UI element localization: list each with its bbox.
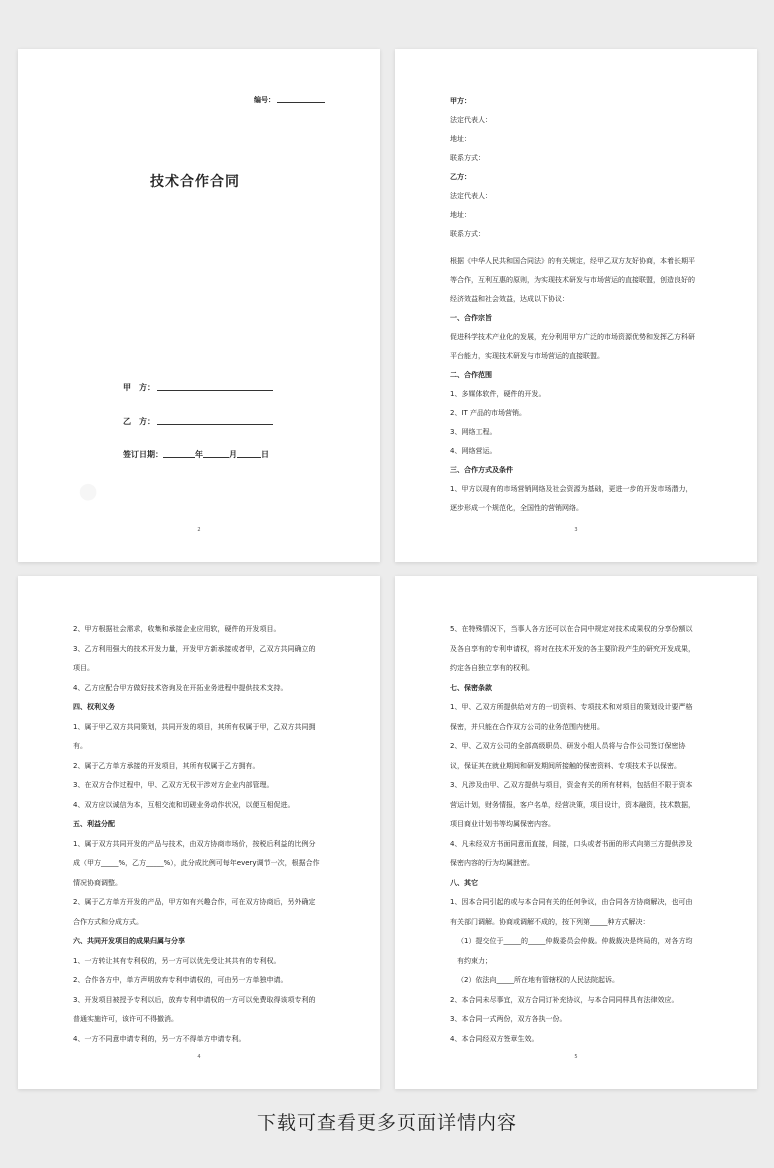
paragraph: 促进科学技术产业化的发展，充分利用甲方广泛的市场资源优势和发挥乙方科研平台能力，实现技术研发与市场营运的直接联盟。 [450,333,695,360]
paragraph: 2、属于乙方单方承接的开发项目，其所有权属于乙方拥有。 [73,761,260,770]
paragraph: 法定代表人： [450,116,492,124]
paragraph: 联系方式： [450,154,485,162]
sign-date-label: 签订日期： [123,450,163,459]
paragraph: 3、乙方利用强大的技术开发力量，开发甲方新承接或者甲，乙双方共同确立的项目。 [73,644,316,672]
paragraph: 1、一方转让其有专利权的，另一方可以优先受让其共有的专利权。 [73,956,281,965]
paragraph: 3、网络工程。 [450,428,497,436]
section-heading: 一、合作宗旨 [450,314,492,322]
paragraph: 3、在双方合作过程中，甲、乙双方无权干涉对方企业内部管理。 [73,781,274,789]
paragraph: 3、开发项目被授予专利以后，放弃专利申请权的一方可以免费取得该项专利的普通实施许可，该许可不得撤消。 [73,995,316,1023]
party-b-field [123,416,273,427]
party-a-field [123,382,273,393]
page-cover [18,49,380,562]
serial-number-field [254,95,325,105]
page-number: 4 [197,1054,201,1060]
paragraph: 3、本合同一式两份，双方各执一份。 [450,1015,567,1023]
paragraph: 1、属于双方共同开发的产品与技术，由双方协商市场价，按税后利益的比例分成（甲方_____%，乙方_____%），此分成比例可每年every调节一次，根据合作情况协商调整。 [73,839,320,887]
section-heading: 七、保密条款 [450,683,492,692]
section-heading: 五、利益分配 [73,820,115,828]
paragraph: 4、双方应以诚信为本，互相交流和切磋业务动作状况，以便互相促进。 [73,800,295,809]
party-heading: 甲方： [450,97,471,105]
paragraph: （1）提交位于_____的_____仲裁委员会仲裁。仲裁裁决是终局的，对各方均有约束力； [457,937,693,965]
party-b-label: 乙 方： [123,417,155,426]
watermark [73,476,103,507]
section-heading: 四、权利义务 [73,703,115,711]
paragraph: 2、甲方根据社会需求，收集和承接企业应用软，硬件的开发项目。 [73,625,281,633]
page-3 [18,576,380,1089]
day-label: 日 [261,450,269,459]
page-4 [395,576,757,1089]
paragraph: 联系方式： [450,230,485,238]
section-heading: 八、其它 [450,878,478,887]
month-label: 月 [229,450,237,459]
paragraph: 2、甲、乙双方公司的全部高级职员、研发小组人员将与合作公司签订保密协议，保证其在就业期间和研发期间所接触的保密资料、专项技术予以保密。 [450,742,686,770]
paragraph: 1、多媒体软件，硬件的开发。 [450,390,546,398]
page-body [73,620,322,1049]
sign-date-field [123,449,269,460]
page-2 [395,49,757,562]
document-title: 技术合作合同 [150,174,240,190]
paragraph: 4、网络营运。 [450,447,497,455]
page-number: 3 [574,527,578,533]
paragraph: 2、属于乙方单方开发的产品，甲方如有兴趣合作，可在双方协商后，另外确定合作方式和分成方式。 [73,898,316,926]
party-a-label: 甲 方： [123,383,155,392]
party-b-blank-line [157,416,273,425]
paragraph: 4、本合同经双方签章生效。 [450,1034,539,1043]
page-body [450,620,699,1049]
paragraph: 1、甲方以现有的市场营销网络及社会资源为基础，更进一步的开发市场潜力，逐步形成一个规范化，全国性的营销网络。 [450,485,693,512]
paragraph: 4、凡未经双方书面同意而直接，间接，口头或者书面的形式向第三方提供涉及保密内容的行为均属泄密。 [450,839,693,867]
paragraph: 2、本合同未尽事宜，双方合同订补充协议，与本合同同样具有法律效应。 [450,995,679,1004]
download-caption: 下载可查看更多页面详情内容 [256,1112,517,1134]
paragraph: 地址： [450,211,471,219]
paragraph: （2）依法向_____所在地有管辖权的人民法院起诉。 [457,976,619,984]
paragraph: 3、凡涉及由甲、乙双方提供与项目，资金有关的所有材料，包括但不限于资本营运计划，财务情报，客户名单，经营决策，项目设计，资本融资，技术数据，项目商业计划书等均属保密内容。 [450,781,695,828]
page-number: 5 [574,1054,578,1060]
paragraph: 4、乙方应配合甲方做好技术咨询及在开拓业务进程中提供技术支持。 [73,683,288,692]
section-heading: 二、合作范围 [450,371,492,379]
serial-blank-line [277,95,325,103]
section-heading: 六、共同开发项目的成果归属与分享 [73,937,185,945]
party-heading: 乙方： [450,173,471,181]
paragraph: 1、因本合同引起的或与本合同有关的任何争议，由合同各方协商解决，也可由有关部门调解。协商或调解不成的，按下列第_____种方式解决： [450,898,693,926]
month-blank-line [203,449,229,458]
paragraph: 2、合作各方中，单方声明放弃专利申请权的，可由另一方单独申请。 [73,976,288,984]
paragraph: 4、一方不同意申请专利的，另一方不得单方申请专利。 [73,1034,246,1043]
day-blank-line [237,449,261,458]
section-heading: 三、合作方式及条件 [450,466,513,474]
paragraph: 地址： [450,135,471,143]
page-number: 2 [197,527,201,533]
page-body [450,92,699,518]
paragraph: 根据《中华人民共和国合同法》的有关规定，经甲乙双方友好协商，本着长期平等合作，互利互惠的原则，为实现技术研发与市场营运的直接联盟，创造良好的经济效益和社会效益，达成以下协议： [450,257,695,303]
year-label: 年 [195,450,203,459]
serial-label: 编号： [254,96,275,104]
paragraph: 法定代表人： [450,192,492,200]
paragraph: 1、属于甲乙双方共同策划，共同开发的项目，其所有权属于甲，乙双方共同拥有。 [73,722,316,750]
paragraph: 1、甲、乙双方所提供给对方的一切资料、专项技术和对项目的策划设计要严格保密，并只能在合作双方公司的业务范围内使用。 [450,703,693,731]
paragraph: 2、IT 产品的市场营销。 [450,409,527,417]
year-blank-line [163,449,195,458]
party-a-blank-line [157,382,273,391]
paragraph: 5、在特殊情况下，当事人各方还可以在合同中规定对技术成果权的分享份额以及各自享有的专利申请权，将对在技术开发的各主要阶段产生的研究开发成果，约定各自独立享有的权利。 [450,625,695,672]
